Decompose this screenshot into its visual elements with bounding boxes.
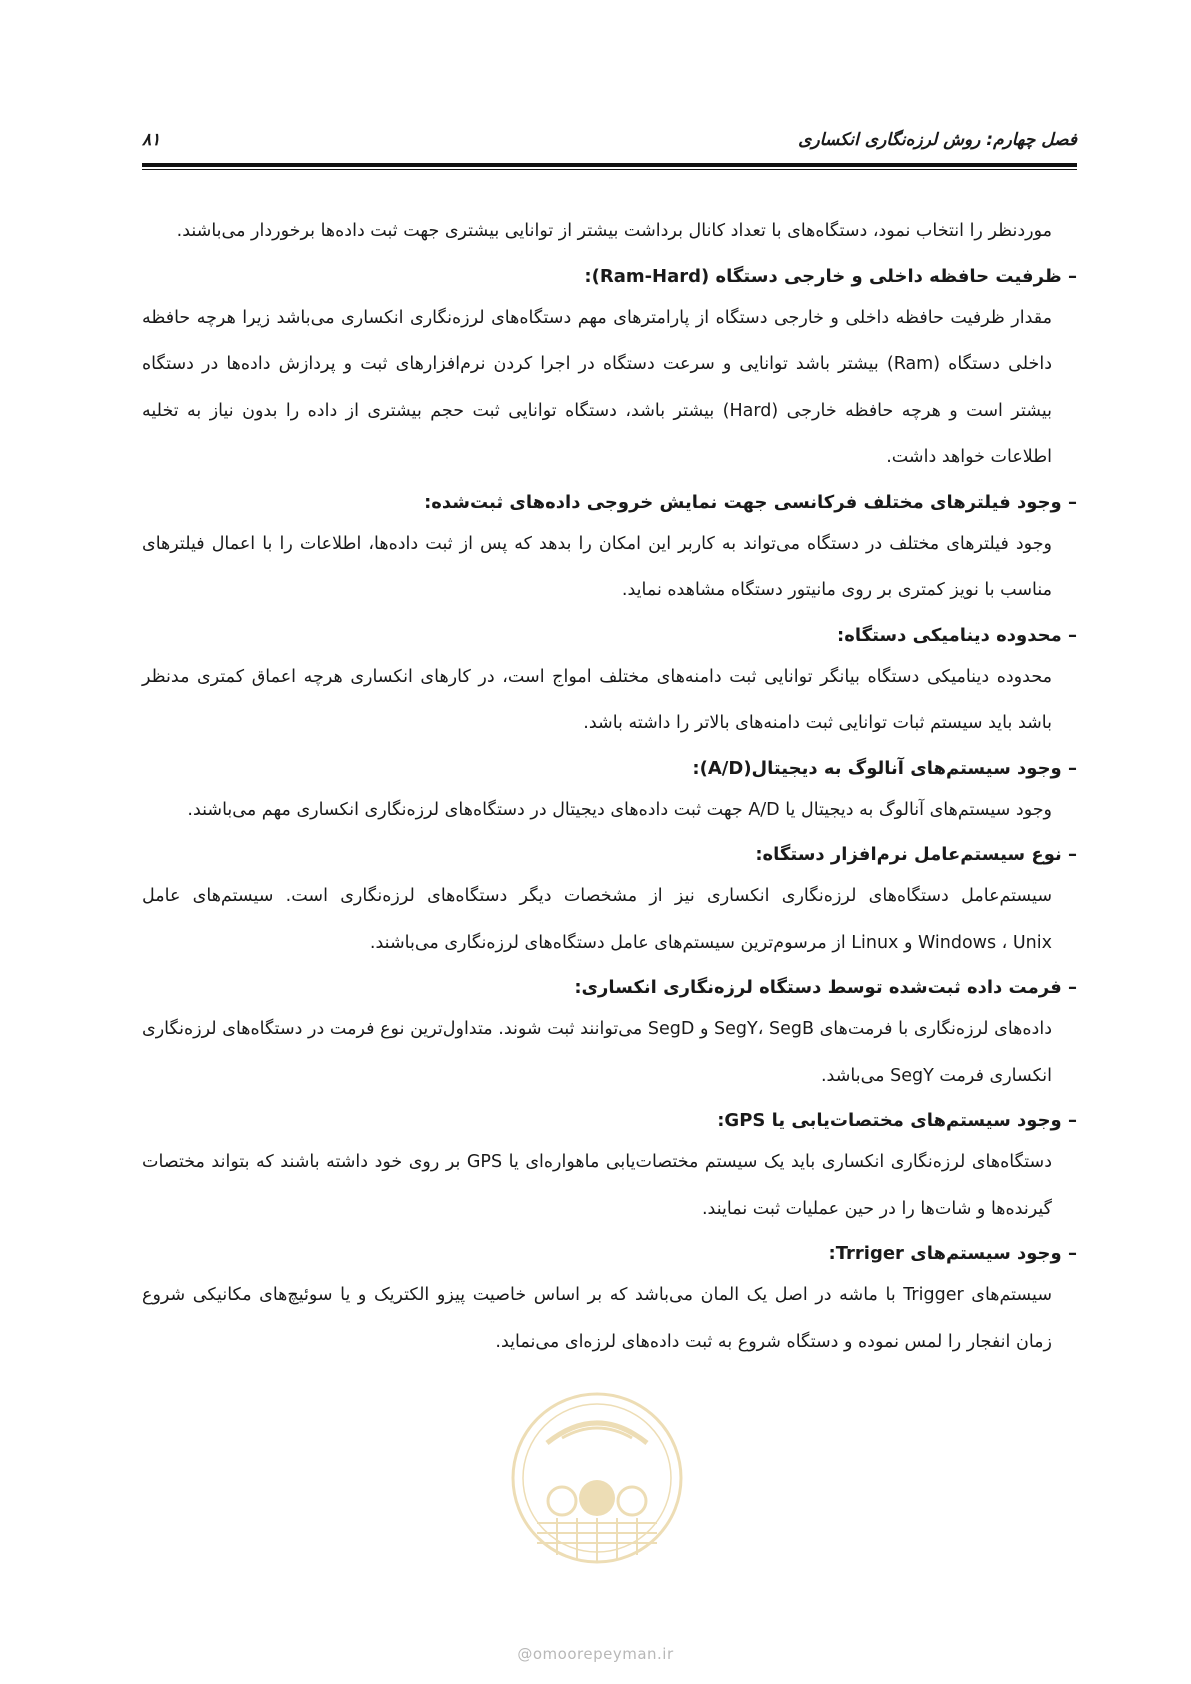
section-heading: – ظرفیت حافظه داخلی و خارجی دستگاه (Ram-Hard):: [584, 265, 1077, 287]
watermark-seal-icon: [507, 1383, 687, 1573]
section-heading: – وجود سیستم‌های Trriger:: [828, 1243, 1077, 1264]
section-body: داده‌های لرزه‌نگاری با فرمت‌های SegY، SegB و SegD می‌توانند ثبت شوند. متداول‌ترین نوع فرمت در دستگاه‌های لرزه‌نگاری انکساری فرمت SegY می‌باشد.: [142, 1019, 1053, 1086]
section-dynamic-range: [142, 620, 1077, 747]
section-body: مقدار ظرفیت حافظه داخلی و خارجی دستگاه از پارامترهای مهم دستگاه‌های لرزه‌نگاری انکساری می‌باشد زیرا هرچه حافظه داخلی دستگاه (Ram) بیشتر باشد توانایی و سرعت دستگاه در اجرا کردن نرم‌افزارهای ثبت و پردازش داده‌ها در دستگاه بیشتر است و هرچه حافظه خارجی (Hard) بیشتر باشد، دستگاه توانایی ثبت حجم بیشتری از داده را بدون نیاز به تخلیه اطلاعات خواهد داشت.: [142, 307, 1052, 467]
chapter-title: فصل چهارم: روش لرزه‌نگاری انکساری: [798, 130, 1077, 150]
section-body: سیستم‌های Trigger با ماشه در اصل یک المان می‌باشد که بر اساس خاصیت پیزو الکتریک و یا سوئیچ‌های مکانیکی شروع زمان انفجار را لمس نموده و دستگاه شروع به ثبت داده‌های لرزه‌ای می‌نماید.: [142, 1285, 1052, 1352]
section-ad-converter: [142, 753, 1077, 834]
section-trigger: [142, 1238, 1077, 1365]
page-number: ۸۱: [142, 130, 161, 150]
section-body: وجود سیستم‌های آنالوگ به دیجیتال یا A/D جهت ثبت داده‌های دیجیتال در دستگاه‌های لرزه‌نگاری انکساری مهم می‌باشند.: [187, 799, 1052, 820]
section-gps: [142, 1105, 1077, 1232]
section-data-format: [142, 972, 1077, 1099]
section-heading: – فرمت داده ثبت‌شده توسط دستگاه لرزه‌نگاری انکساری:: [574, 977, 1077, 998]
section-body: محدوده دینامیکی دستگاه بیانگر توانایی ثبت دامنه‌های مختلف امواج است، در کارهای انکساری هرچه اعماق کمتری مدنظر باشد باید سیستم ثبات توانایی ثبت دامنه‌های بالاتر را داشته باشد.: [142, 666, 1052, 733]
section-heading: – نوع سیستم‌عامل نرم‌افزار دستگاه:: [755, 844, 1077, 865]
page-header: [142, 128, 1077, 162]
section-heading: – وجود سیستم‌های مختصات‌یابی یا GPS:: [717, 1110, 1077, 1131]
page-content: [142, 208, 1077, 1369]
section-heading: – وجود فیلترهای مختلف فرکانسی جهت نمایش خروجی داده‌های ثبت‌شده:: [424, 491, 1077, 513]
section-body: وجود فیلترهای مختلف در دستگاه می‌تواند به کاربر این امکان را بدهد که پس از ثبت داده‌ها، اطلاعات را با اعمال فیلترهای مناسب با نویز کمتری بر روی مانیتور دستگاه مشاهده نماید.: [142, 533, 1052, 600]
section-memory: [142, 261, 1077, 481]
section-body: سیستم‌عامل دستگاه‌های لرزه‌نگاری انکساری نیز از مشخصات دیگر دستگاه‌های لرزه‌نگاری است. سیستم‌های عامل Windows ، Unix و Linux از مرسوم‌ترین سیستم‌های عامل دستگاه‌های لرزه‌نگاری می‌باشند.: [142, 886, 1052, 953]
section-heading: – وجود سیستم‌های آنالوگ به دیجیتال(A/D):: [692, 757, 1077, 779]
section-operating-system: [142, 839, 1077, 966]
header-rule-thick: [142, 163, 1077, 167]
intro-paragraph: موردنظر را انتخاب نمود، دستگاه‌های با تعداد کانال برداشت بیشتر از توانایی بیشتری جهت ثبت داده‌ها برخوردار می‌باشند.: [176, 221, 1052, 241]
section-body: دستگاه‌های لرزه‌نگاری انکساری باید یک سیستم مختصات‌یابی ماهواره‌ای یا GPS بر روی خود داشته باشند که بتواند مختصات گیرنده‌ها و شات‌ها را در حین عملیات ثبت نمایند.: [142, 1152, 1052, 1219]
section-filters: [142, 487, 1077, 614]
watermark-url: @omoorepeyman.ir: [517, 1645, 674, 1663]
header-rule-thin: [142, 169, 1077, 170]
section-heading: – محدوده دینامیکی دستگاه:: [837, 624, 1077, 646]
